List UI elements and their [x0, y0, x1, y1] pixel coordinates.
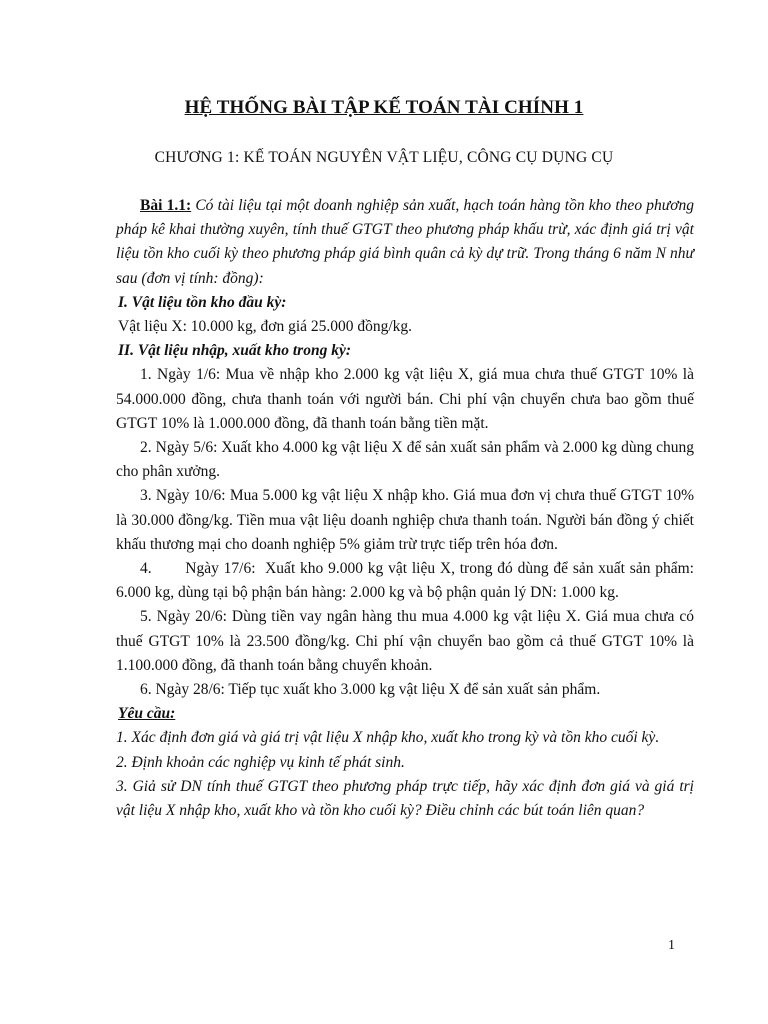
exercise-intro-text: Có tài liệu tại một doanh nghiệp sản xuất, hạch toán hàng tồn kho theo phương pháp kê khai thường xuyên, tính thuế GTGT theo phương pháp khấu trừ, xác định giá trị vật liệu tồn kho cuối kỳ theo phương pháp giá bình quân cả kỳ dự trữ. Trong tháng 6 năm N như sau (đơn vị tính: đồng):	[116, 197, 694, 287]
section1-line: Vật liệu X: 10.000 kg, đơn giá 25.000 đồng/kg.	[118, 318, 413, 336]
document-title: HỆ THỐNG BÀI TẬP KẾ TOÁN TÀI CHÍNH 1	[184, 97, 584, 118]
document-body	[116, 194, 698, 823]
list-item: 2. Ngày 5/6: Xuất kho 4.000 kg vật liệu X để sản xuất sản phẩm và 2.000 kg dùng chung cho phân xưởng.	[116, 439, 694, 481]
page-number: 1	[668, 938, 675, 953]
section1-heading: I. Vật liệu tồn kho đầu kỳ:	[118, 293, 287, 311]
section2-heading: II. Vật liệu nhập, xuất kho trong kỳ:	[118, 342, 351, 360]
requirement-item: 1. Xác định đơn giá và giá trị vật liệu X nhập kho, xuất kho trong kỳ và tồn kho cuối kỳ.	[116, 729, 660, 747]
list-item: 6. Ngày 28/6: Tiếp tục xuất kho 3.000 kg vật liệu X để sản xuất sản phẩm.	[140, 681, 601, 699]
chapter-heading: CHƯƠNG 1: KẾ TOÁN NGUYÊN VẬT LIỆU, CÔNG CỤ DỤNG CỤ	[154, 149, 614, 166]
requirement-item: 2. Định khoản các nghiệp vụ kinh tế phát sinh.	[116, 753, 405, 771]
requirements-heading	[116, 702, 694, 726]
list-item: 4. Ngày 17/6: Xuất kho 9.000 kg vật liệu X, trong đó dùng để sản xuất sản phẩm: 6.000 kg, dùng tại bộ phận bán hàng: 2.000 kg và bộ phận quản lý DN: 1.000 kg.	[116, 560, 698, 602]
exercise-intro	[116, 194, 694, 291]
requirements-heading-text: Yêu cầu:	[118, 705, 176, 723]
exercise-label: Bài 1.1:	[140, 197, 192, 214]
list-item: 3. Ngày 10/6: Mua 5.000 kg vật liệu X nhập kho. Giá mua đơn vị chưa thuế GTGT 10% là 30.000 đồng/kg. Tiền mua vật liệu doanh nghiệp chưa thanh toán. Người bán đồng ý chiết khấu thương mại cho doanh nghiệp 5% giảm trừ trực tiếp trên hóa đơn.	[116, 487, 694, 553]
list-item: 5. Ngày 20/6: Dùng tiền vay ngân hàng thu mua 4.000 kg vật liệu X. Giá mua chưa có thuế GTGT 10% là 23.500 đồng/kg. Chi phí vận chuyển bao gồm cả thuế GTGT 10% là 1.100.000 đồng, đã thanh toán bằng chuyển khoản.	[116, 608, 694, 674]
list-item: 1. Ngày 1/6: Mua về nhập kho 2.000 kg vật liệu X, giá mua chưa thuế GTGT 10% là 54.000.000 đồng, chưa thanh toán với người bán. Chi phí vận chuyển chưa bao gồm thuế GTGT 10% là 1.000.000 đồng, đã thanh toán bằng tiền mặt.	[116, 366, 694, 432]
requirement-item: 3. Giả sử DN tính thuế GTGT theo phương pháp trực tiếp, hãy xác định đơn giá và giá trị vật liệu X nhập kho, xuất kho và tồn kho cuối kỳ? Điều chỉnh các bút toán liên quan?	[116, 777, 694, 820]
